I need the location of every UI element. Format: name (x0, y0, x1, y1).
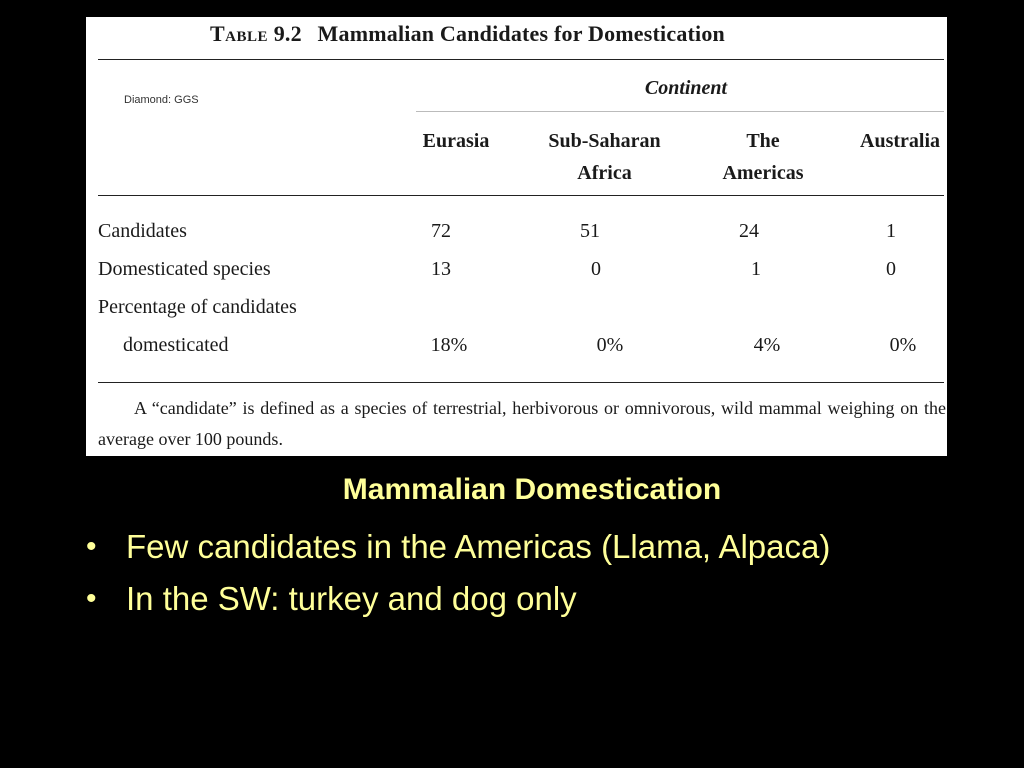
slide-heading: Mammalian Domestication (342, 473, 722, 506)
table-cell: 0 (591, 258, 601, 280)
bullet-text: In the SW: turkey and dog only (126, 580, 577, 617)
table-title (210, 21, 725, 47)
table-bottom-rule (98, 382, 944, 383)
table-cell: 0% (596, 334, 624, 356)
table-cell: 1 (751, 258, 761, 280)
table-image (86, 17, 947, 456)
table-cell: 0% (889, 334, 917, 356)
column-header-eurasia: Eurasia (422, 130, 490, 152)
bullet-list (86, 527, 946, 631)
table-cell: 0 (886, 258, 896, 280)
table-cell: 18% (430, 334, 468, 356)
row-label-domesticated-species: Domesticated species (98, 258, 271, 280)
row-label-candidates: Candidates (98, 220, 187, 242)
table-footnote: A “candidate” is defined as a species of terrestrial, herbivorous or omnivorous, wild mammal weighing on the average over 100 pounds. (98, 398, 946, 449)
column-spanner-rule (416, 111, 944, 112)
bullet-dot-icon: • (86, 530, 97, 563)
table-title-prefix: Table (210, 21, 269, 46)
table-cell: 1 (886, 220, 896, 242)
table-top-rule (98, 59, 944, 60)
column-header-the-americas: The Americas (722, 130, 804, 184)
table-cell: 13 (431, 258, 451, 280)
column-header-sub-saharan-africa: Sub-Saharan Africa (548, 130, 661, 184)
bullet-item (86, 527, 946, 567)
table-cell: 51 (580, 220, 600, 242)
row-label-percentage: Percentage of candidates (98, 296, 297, 318)
table-title-text: Mammalian Candidates for Domestication (317, 21, 725, 46)
table-title-number: 9.2 (273, 21, 302, 46)
table-header-rule (98, 195, 944, 196)
column-spanner-heading: Continent (644, 77, 728, 99)
bullet-item (86, 579, 946, 619)
bullet-text: Few candidates in the Americas (Llama, Alpaca) (126, 528, 831, 565)
column-header-australia: Australia (860, 130, 940, 152)
table-cell: 4% (753, 334, 781, 356)
bullet-dot-icon: • (86, 582, 97, 615)
row-label-percentage-continued: domesticated (123, 334, 229, 356)
table-cell: 24 (739, 220, 759, 242)
table-credit: Diamond: GGS (124, 94, 199, 106)
table-cell: 72 (431, 220, 451, 242)
